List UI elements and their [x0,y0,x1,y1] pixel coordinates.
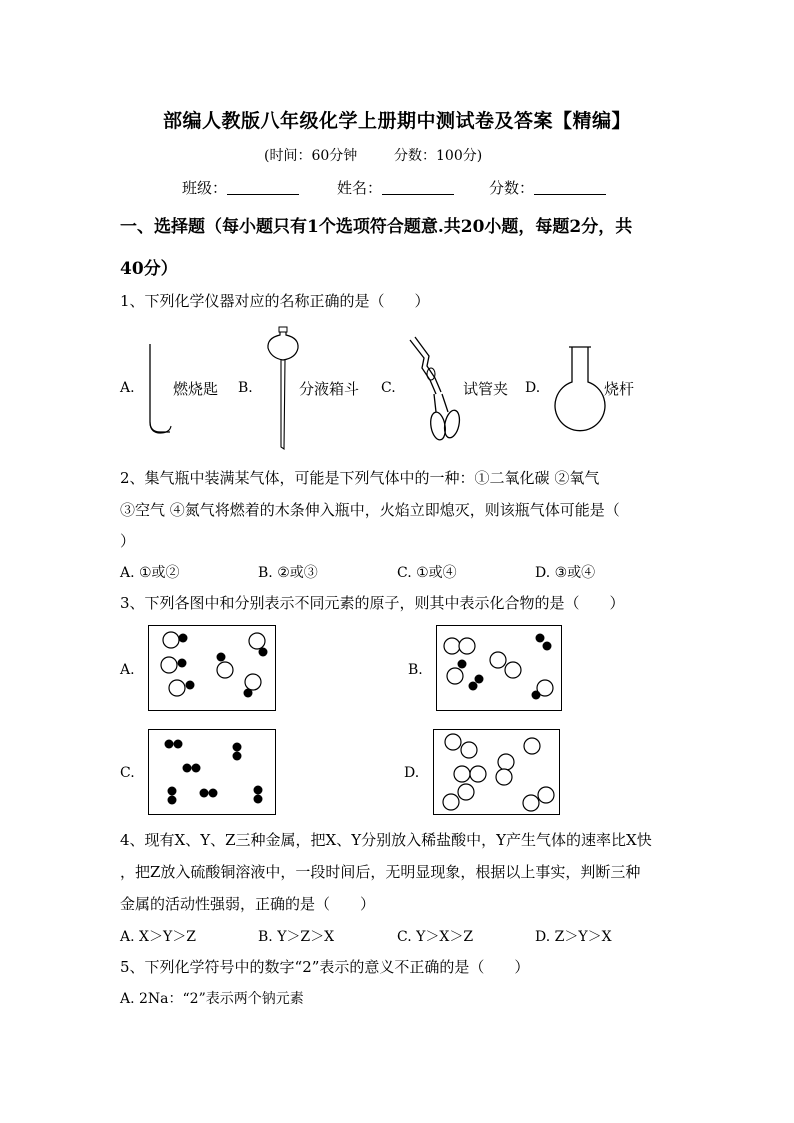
particle-box-b [436,625,562,711]
score-field [489,177,606,198]
q2-option-d: D. ③或④ [535,565,596,581]
particle-diagram-a [149,626,274,709]
q4-line3: 金属的活动性强弱，正确的是（ ） [120,895,376,913]
section-heading-line1: 一、选择题（每小题只有1个选项符合题意.共20小题，每题2分，共 [120,217,633,237]
name-label: 姓名： [337,179,383,197]
particle-diagram-c [149,730,274,813]
particle-diagram-d [434,730,558,813]
q5-option-a: A. 2Na：“2”表示两个钠元素 [120,991,304,1007]
section-heading-line2: 40分） [120,259,178,279]
q1-option-b-letter: B. [238,380,253,396]
score-label: 分数： [489,179,535,197]
q1-option-a-letter: A. [120,380,135,396]
q3-label-b: B. [408,662,423,678]
q2-option-b: B. ②或③ [258,565,318,581]
q4-option-b: B. Y＞Z＞X [258,929,335,945]
q3-stem: 3、下列各图中和分别表示不同元素的原子，则其中表示化合物的是（ ） [120,594,625,612]
q1-option-c-letter: C. [381,380,396,396]
q1-option-c-text: 试管夹 [463,380,509,398]
q4-option-c: C. Y＞X＞Z [397,929,474,945]
q3-label-d: D. [404,765,420,781]
q1-option-d-letter: D. [525,380,541,396]
combustion-spoon-icon [140,340,174,436]
particle-box-d [433,729,560,815]
q1-stem: 1、下列化学仪器对应的名称正确的是（ ） [120,292,430,310]
particle-box-c [148,729,276,815]
q2-line2: ③空气 ④氮气将燃着的木条伸入瓶中，火焰立即熄灭，则该瓶气体可能是（ [120,501,620,519]
page-title: 部编人教版八年级化学上册期中测试卷及答案【精编】 [162,110,631,132]
q2-line3: ） [120,532,136,550]
time-info: (时间：60分钟 [264,148,358,164]
test-tube-holder-icon [404,334,466,444]
class-label: 班级： [182,179,228,197]
round-bottom-flask-icon [551,345,609,435]
q1-option-b-text: 分液箱斗 [299,380,360,398]
q1-option-d-text: 烧杆 [604,380,635,398]
q5-stem: 5、下列化学符号中的数字“2”表示的意义不正确的是（ ） [120,958,530,976]
q4-line2: ，把Z放入硫酸铜溶液中，一段时间后，无明显现象，根据以上事实，判断三种 [120,863,641,881]
name-field [337,177,454,198]
class-blank [227,180,299,195]
q4-line1: 4、现有X、Y、Z三种金属，把X、Y分别放入稀盐酸中，Y产生气体的速率比X快 [120,831,652,849]
q4-option-a: A. X＞Y＞Z [120,929,196,945]
class-field [182,177,299,198]
q3-label-c: C. [120,765,135,781]
q4-option-d: D. Z＞Y＞X [535,929,612,945]
particle-diagram-b [437,626,560,709]
q2-option-a: A. ①或② [120,565,180,581]
q3-label-a: A. [120,662,135,678]
q2-line1: 2、集气瓶中装满某气体，可能是下列气体中的一种：①二氧化碳 ②氧气 [120,469,600,487]
particle-box-a [148,625,276,711]
score-blank [534,180,606,195]
q1-option-a-text: 燃烧匙 [173,380,219,398]
name-blank [382,180,454,195]
q2-option-c: C. ①或④ [397,565,457,581]
separatory-funnel-icon [264,326,304,450]
score-info: 分数：100分) [394,148,483,164]
